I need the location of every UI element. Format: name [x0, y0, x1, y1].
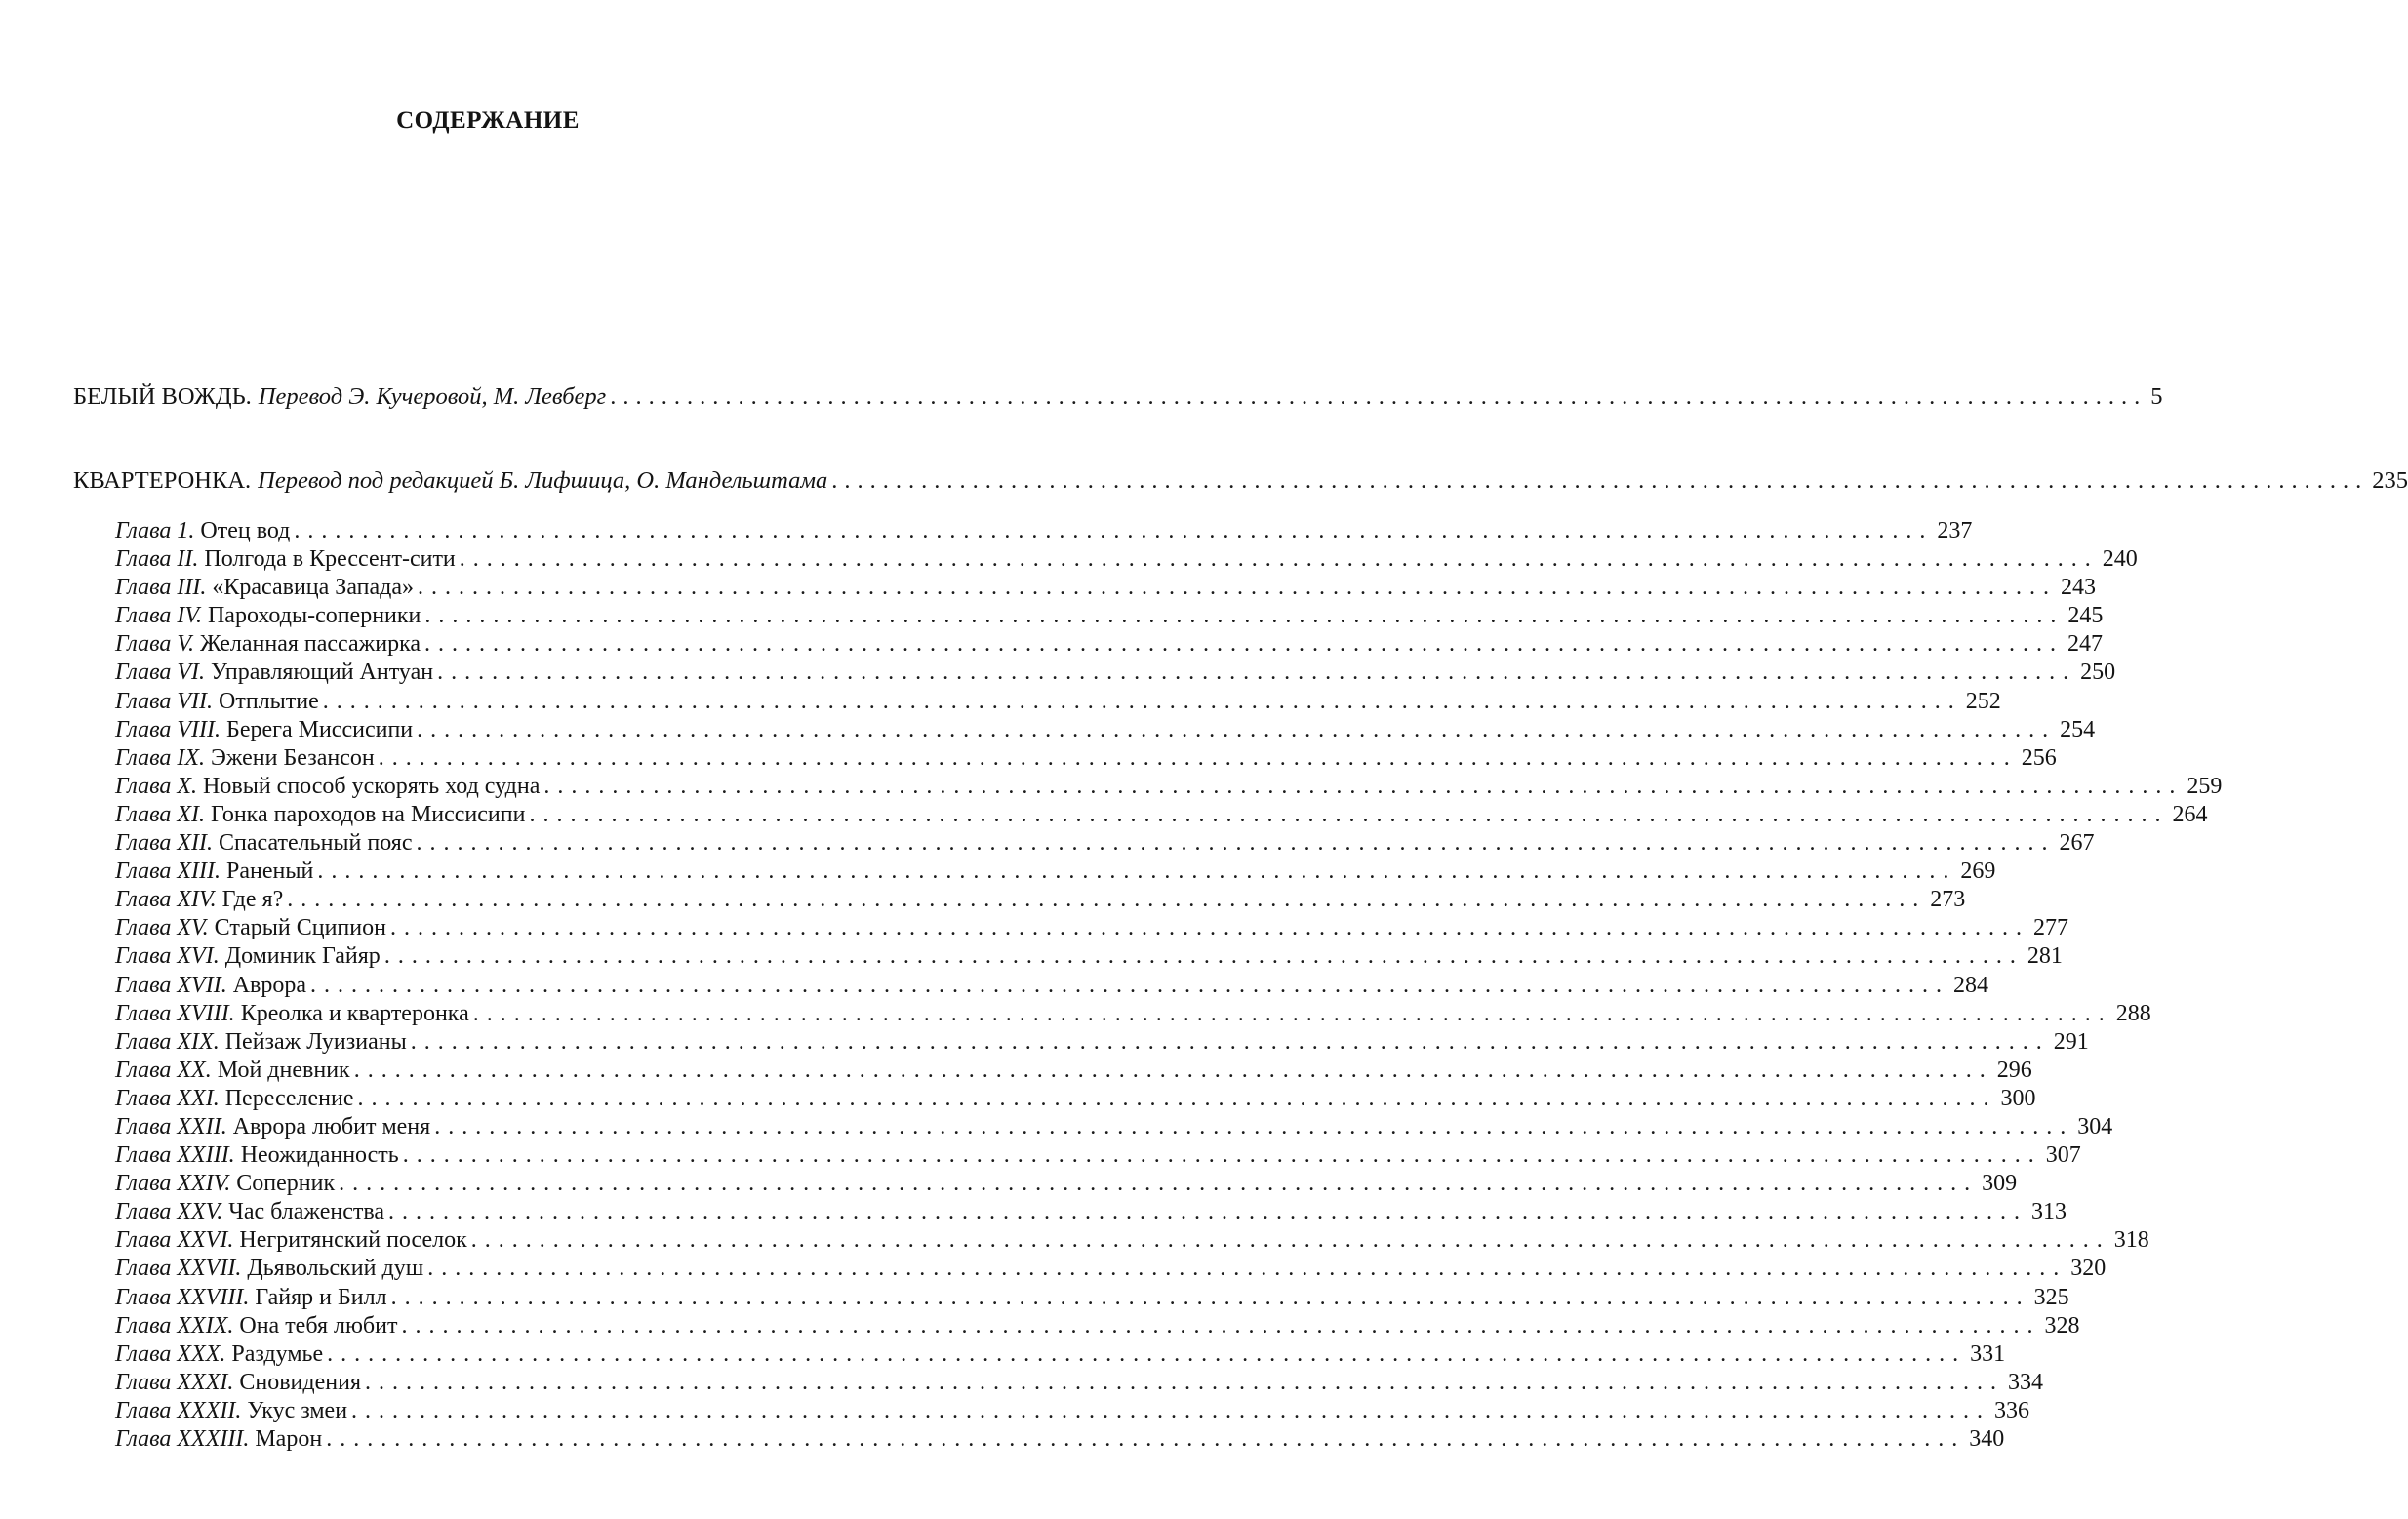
chapter-title: Желанная пассажирка [199, 631, 421, 658]
chapter-number: Глава V. [115, 631, 194, 658]
page-number: 288 [2115, 1000, 2151, 1026]
chapter-title: Укус змеи [247, 1397, 348, 1423]
chapter-number: Глава XXII. [115, 1113, 227, 1139]
chapter-entry [115, 1226, 2149, 1255]
dot-leader: ........................................................................................................................ [417, 716, 2057, 742]
page-number: 313 [2031, 1199, 2067, 1225]
chapter-title: Отплытие [219, 688, 319, 714]
chapter-entry [115, 517, 1973, 545]
chapter-title: Гайяр и Билл [255, 1284, 387, 1310]
chapter-entry [115, 1255, 2107, 1283]
dot-leader: ........................................................................................................................ [831, 467, 2369, 494]
chapter-title: Дьявольский душ [247, 1256, 424, 1282]
chapter-title: Креолка и квартеронка [240, 1000, 469, 1026]
page-number: 273 [1930, 887, 1966, 913]
chapter-title: Раненый [226, 859, 314, 885]
chapter-number: Глава XXVI. [115, 1227, 234, 1254]
chapter-entry [115, 744, 2057, 773]
dot-leader: ........................................................................................................................ [401, 1312, 2041, 1339]
chapter-title: Аврора любит меня [232, 1113, 431, 1139]
work-translator-credit: Перевод под редакцией Б. Лифшица, О. Мандельштама [258, 467, 828, 494]
chapter-entry [115, 886, 1966, 914]
chapter-number: Глава XII. [115, 830, 214, 857]
chapter-title: «Красавица Запада» [212, 575, 415, 601]
page-number: 252 [1965, 688, 2001, 714]
chapter-entry [115, 1170, 2018, 1198]
chapter-number: Глава XXI. [115, 1085, 220, 1111]
dot-leader: ........................................................................................................................ [357, 1085, 1997, 1111]
chapter-entry [115, 773, 2223, 801]
chapter-title: Аврора [232, 972, 307, 998]
work-title: БЕЛЫЙ ВОЖДЬ. [73, 383, 252, 410]
page-number: 256 [2021, 744, 2057, 771]
dot-leader: ........................................................................................................................ [378, 744, 2018, 771]
chapter-number: Глава II. [115, 546, 199, 573]
work-title: КВАРТЕРОНКА. [73, 467, 252, 494]
dot-leader: ........................................................................................................................ [310, 972, 1950, 998]
chapter-title: Негритянский поселок [239, 1227, 467, 1254]
chapter-entry [115, 829, 2095, 858]
page-number: 235 [2372, 467, 2408, 494]
page-number: 240 [2102, 546, 2138, 573]
chapter-number: Глава VI. [115, 660, 206, 686]
page-number: 237 [1937, 518, 1973, 543]
dot-leader: ........................................................................................................................ [339, 1171, 1979, 1197]
chapter-entry [115, 602, 2104, 630]
chapter-number: Глава IX. [115, 744, 206, 771]
chapter-list [115, 517, 2223, 1454]
chapter-title: Неожиданность [240, 1142, 399, 1169]
chapter-number: Глава XXIV. [115, 1171, 231, 1197]
page-title: СОДЕРЖАНИЕ [396, 107, 580, 134]
chapter-title: Отец вод [200, 518, 291, 543]
chapter-entry [115, 1284, 2069, 1312]
chapter-entry [115, 1312, 2080, 1340]
page-number: 245 [2067, 603, 2104, 629]
chapter-entry [115, 972, 1989, 1000]
chapter-entry [115, 1057, 2032, 1085]
dot-leader: ........................................................................................................................ [390, 1284, 2030, 1310]
chapter-entry [115, 1141, 2081, 1170]
dot-leader: ........................................................................................................................ [388, 1199, 2027, 1225]
chapter-entry [115, 858, 1996, 886]
chapter-entry [115, 574, 2097, 602]
chapter-number: Глава X. [115, 773, 198, 799]
page-number: 309 [1982, 1171, 2018, 1197]
page-number: 340 [1969, 1426, 2005, 1452]
chapter-title: Пароходы-соперники [207, 603, 421, 629]
chapter-number: Глава IV. [115, 603, 202, 629]
dot-leader: ........................................................................................................................ [317, 859, 1957, 885]
chapter-number: Глава XXV. [115, 1199, 223, 1225]
chapter-entry [115, 716, 2096, 744]
page-number: 267 [2059, 830, 2095, 857]
chapter-number: Глава XXIII. [115, 1142, 235, 1169]
chapter-number: Глава XIX. [115, 1028, 220, 1055]
dot-leader: ........................................................................................................................ [294, 518, 1934, 543]
page-number: 296 [1996, 1057, 2032, 1083]
page-number: 281 [2027, 943, 2063, 970]
chapter-number: Глава XV. [115, 915, 209, 941]
chapter-entry [115, 942, 2063, 971]
chapter-entry [115, 1000, 2151, 1028]
page-number: 259 [2187, 773, 2223, 799]
chapter-title: Доминик Гайяр [224, 943, 381, 970]
chapter-title: Сновидения [239, 1369, 361, 1395]
chapter-title: Старый Сципион [214, 915, 386, 941]
chapter-entry [115, 914, 2068, 942]
page-number: 5 [2150, 383, 2163, 410]
chapter-number: Глава XXXI. [115, 1369, 234, 1395]
page-number: 264 [2172, 801, 2208, 827]
chapter-number: Глава XXVII. [115, 1256, 242, 1282]
dot-leader: ........................................................................................................................ [424, 603, 2065, 629]
page-number: 247 [2067, 631, 2104, 658]
page-number: 325 [2033, 1284, 2069, 1310]
work-translator-credit: Перевод Э. Кучеровой, М. Левберг [258, 383, 607, 410]
dot-leader: ........................................................................................................................ [327, 1340, 1967, 1367]
page-number: 254 [2060, 716, 2096, 742]
chapter-entry [115, 688, 2001, 716]
page-number: 307 [2045, 1142, 2081, 1169]
page-number: 331 [1970, 1340, 2006, 1367]
dot-leader: ........................................................................................................................ [410, 1028, 2050, 1055]
page-number: 250 [2080, 660, 2116, 686]
chapter-entry [115, 801, 2208, 829]
chapter-title: Она тебя любит [239, 1312, 398, 1339]
dot-leader: ........................................................................................................................ [418, 575, 2058, 601]
chapter-number: Глава XIV. [115, 887, 217, 913]
chapter-number: Глава XXIX. [115, 1312, 234, 1339]
page-number: 304 [2077, 1113, 2113, 1139]
dot-leader: ........................................................................................................................ [472, 1000, 2112, 1026]
dot-leader: ........................................................................................................................ [434, 1113, 2074, 1139]
chapter-number: Глава III. [115, 575, 207, 601]
chapter-entry [115, 1198, 2067, 1226]
chapter-title: Полгода в Крессент-сити [204, 546, 456, 573]
chapter-title: Пейзаж Луизианы [224, 1028, 407, 1055]
chapter-title: Час блаженства [228, 1199, 384, 1225]
chapter-number: Глава 1. [115, 518, 195, 543]
chapter-title: Раздумье [231, 1340, 324, 1367]
dot-leader: ........................................................................................................................ [389, 915, 2029, 941]
toc-entry-white-chief [73, 383, 2163, 411]
chapter-title: Соперник [236, 1171, 336, 1197]
chapter-entry [115, 659, 2116, 687]
chapter-entry [115, 630, 2104, 659]
dot-leader: ........................................................................................................................ [322, 688, 1962, 714]
chapter-number: Глава XIII. [115, 859, 221, 885]
chapter-title: Управляющий Антуан [211, 660, 434, 686]
chapter-number: Глава VIII. [115, 716, 221, 742]
dot-leader: ........................................................................................................................ [402, 1142, 2042, 1169]
page-number: 269 [1960, 859, 1996, 885]
dot-leader: ........................................................................................................................ [326, 1426, 1966, 1452]
chapter-title: Марон [255, 1426, 323, 1452]
chapter-title: Эжени Безансон [211, 744, 375, 771]
chapter-title: Мой дневник [217, 1057, 350, 1083]
page-number: 291 [2053, 1028, 2089, 1055]
page-number: 300 [2000, 1085, 2036, 1111]
dot-leader: ........................................................................................................................ [383, 943, 2024, 970]
chapter-entry [115, 1113, 2113, 1141]
dot-leader: ........................................................................................................................ [459, 546, 2099, 573]
dot-leader: ........................................................................................................................ [351, 1397, 1991, 1423]
dot-leader: ........................................................................................................................ [287, 887, 1927, 913]
dot-leader: ........................................................................................................................ [364, 1369, 2004, 1395]
chapter-entry [115, 1340, 2006, 1369]
chapter-number: Глава XXXIII. [115, 1426, 250, 1452]
dot-leader: ........................................................................................................................ [353, 1057, 1993, 1083]
page-number: 336 [1994, 1397, 2030, 1423]
page-number: 284 [1953, 972, 1989, 998]
chapter-number: Глава XXX. [115, 1340, 226, 1367]
dot-leader: ........................................................................................................................ [470, 1227, 2110, 1254]
chapter-entry [115, 1369, 2043, 1397]
chapter-number: Глава XVI. [115, 943, 220, 970]
chapter-entry [115, 1397, 2030, 1425]
chapter-title: Берега Миссисипи [226, 716, 414, 742]
page-number: 328 [2044, 1312, 2080, 1339]
page-number: 277 [2032, 915, 2068, 941]
chapter-number: Глава XVII. [115, 972, 227, 998]
chapter-entry [115, 1028, 2089, 1057]
dot-leader: ........................................................................................................................ [416, 830, 2056, 857]
chapter-title: Новый способ ускорять ход судна [203, 773, 541, 799]
dot-leader: ........................................................................................................................ [424, 631, 2065, 658]
chapter-title: Гонка пароходов на Миссисипи [211, 801, 526, 827]
chapter-entry [115, 1085, 2036, 1113]
dot-leader: ........................................................................................................................ [543, 773, 2184, 799]
chapter-title: Переселение [224, 1085, 354, 1111]
page-number: 318 [2113, 1227, 2149, 1254]
chapter-title: Где я? [221, 887, 284, 913]
toc-entry-quadroon [73, 467, 2408, 495]
chapter-entry [115, 545, 2138, 574]
chapter-number: Глава VII. [115, 688, 214, 714]
dot-leader: ........................................................................................................................ [427, 1256, 2067, 1282]
chapter-number: Глава XXVIII. [115, 1284, 250, 1310]
dot-leader: ........................................................................................................................ [529, 801, 2169, 827]
chapter-title: Спасательный пояс [219, 830, 413, 857]
chapter-number: Глава XI. [115, 801, 206, 827]
page-number: 334 [2007, 1369, 2043, 1395]
chapter-number: Глава XVIII. [115, 1000, 235, 1026]
page-number: 243 [2061, 575, 2097, 601]
page-number: 320 [2070, 1256, 2107, 1282]
chapter-number: Глава XX. [115, 1057, 212, 1083]
chapter-number: Глава XXXII. [115, 1397, 242, 1423]
chapter-entry [115, 1425, 2005, 1454]
dot-leader: ........................................................................................................................ [610, 383, 2147, 410]
dot-leader: ........................................................................................................................ [437, 660, 2077, 686]
